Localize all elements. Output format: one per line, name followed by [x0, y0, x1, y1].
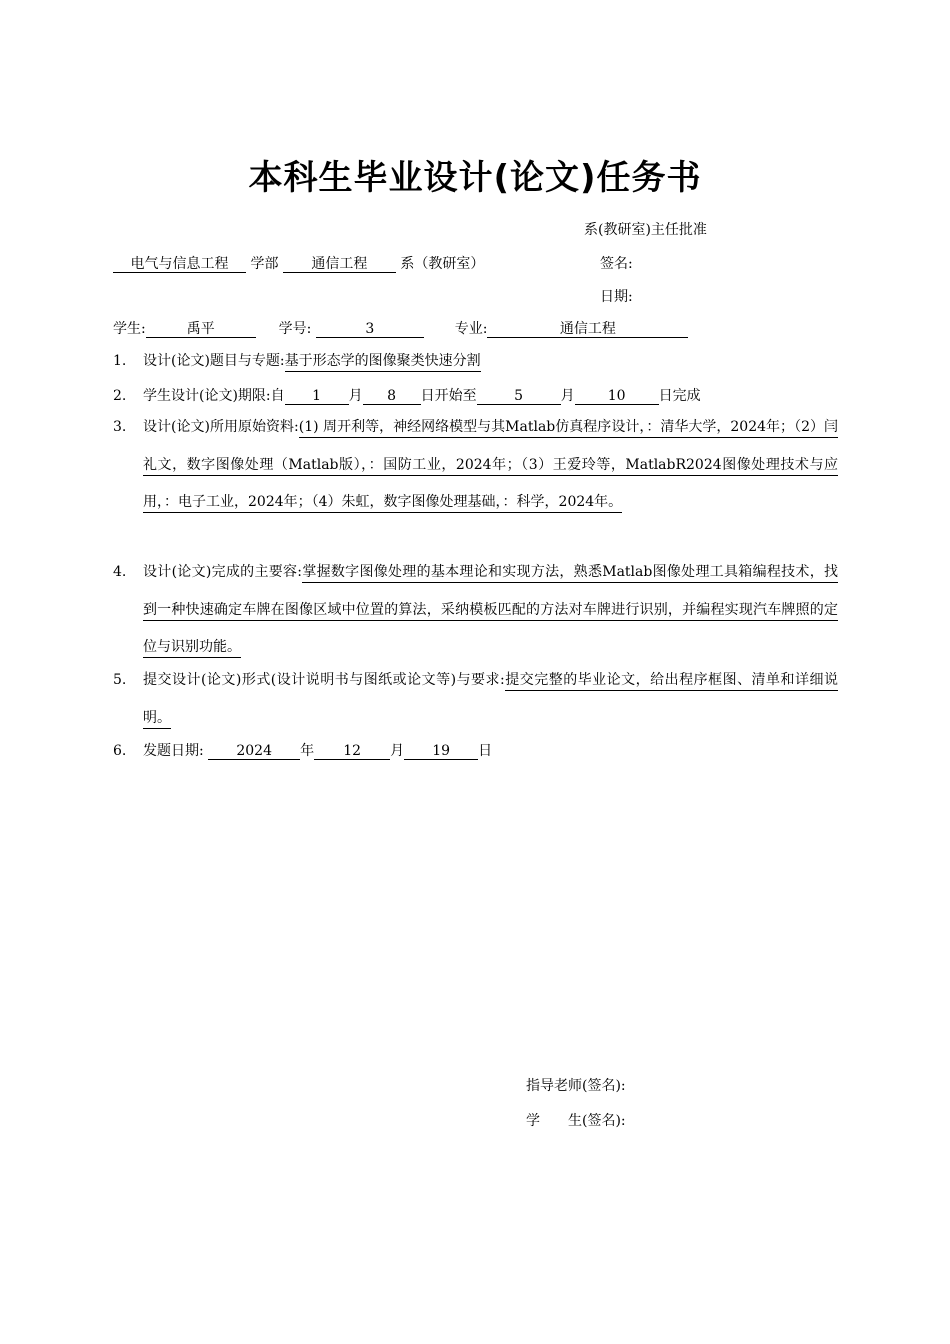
- student-name-label: 学生:: [113, 321, 146, 337]
- approval-heading: 系(教研室)主任批准: [584, 222, 707, 238]
- item-number: 2.: [113, 388, 127, 404]
- month-unit: 月: [390, 743, 405, 759]
- item-number: 1.: [113, 353, 127, 369]
- end-suffix: 日完成: [658, 388, 701, 404]
- item-number: 4.: [113, 564, 127, 580]
- issue-year-field: 2024: [208, 743, 300, 760]
- approval-signature-label: 签名:: [600, 256, 633, 272]
- month-unit: 月: [560, 388, 575, 404]
- approval-date-label: 日期:: [600, 289, 633, 305]
- start-suffix: 日开始至: [420, 388, 477, 404]
- faculty-suffix: 学部: [250, 256, 279, 272]
- item-content: [113, 554, 838, 667]
- issue-month-field: 12: [314, 743, 390, 760]
- materials-label: 设计(论文)所用原始资料:: [143, 419, 299, 435]
- student-signature-label: 学 生(签名):: [526, 1113, 626, 1129]
- department-suffix: 系（教研室）: [400, 256, 485, 272]
- item-materials: [113, 409, 838, 522]
- major-label: 专业:: [454, 321, 488, 337]
- faculty-field: 电气与信息工程: [113, 256, 246, 273]
- item-issue-date: [113, 733, 838, 771]
- topic-value: 基于形态学的图像聚类快速分割: [285, 353, 481, 372]
- advisor-signature-label: 指导老师(签名):: [526, 1078, 626, 1094]
- materials-value: (1) 周开利等，神经网络模型与其Matlab仿真程序设计，：清华大学，2024年；（2）闫礼文，数字图像处理（Matlab版），：国防工业，2024年；（3）王爱玲等，MatlabR2024图像处理技术与应用，：电子工业，2024年；（4）朱虹，数字图像处理基础，：科学，2024年。: [143, 419, 838, 513]
- submission-value: 提交完整的毕业论文，给出程序框图、清单和详细说明。: [143, 672, 838, 729]
- item-submission: [113, 662, 838, 737]
- item-number: 5.: [113, 672, 127, 688]
- year-unit: 年: [300, 743, 315, 759]
- content-value: 掌握数字图像处理的基本理论和实现方法，熟悉Matlab图像处理工具箱编程技术，找到一种快速确定车牌在图像区域中位置的算法，采纳模板匹配的方法对车牌进行识别，并编程实现汽车牌照的定位与识别功能。: [143, 564, 838, 658]
- faculty-line: [113, 253, 484, 273]
- start-day-field: 8: [363, 388, 421, 405]
- issue-date-label: 发题日期:: [143, 743, 204, 759]
- topic-label: 设计(论文)题目与专题:: [143, 353, 285, 369]
- end-day-field: 10: [575, 388, 659, 405]
- content-label: 设计(论文)完成的主要容:: [143, 564, 303, 580]
- submission-label: 提交设计(论文)形式(设计说明书与图纸或论文等)与要求:: [143, 672, 505, 688]
- student-name-field: 禹平: [146, 321, 256, 338]
- student-id-label: 学号:: [278, 321, 312, 337]
- month-unit: 月: [348, 388, 363, 404]
- period-label: 学生设计(论文)期限:自: [143, 388, 285, 404]
- end-month-field: 5: [477, 388, 561, 405]
- start-month-field: 1: [285, 388, 349, 405]
- item-number: 3.: [113, 419, 127, 435]
- item-number: 6.: [113, 743, 127, 759]
- student-id-field: 3: [316, 321, 424, 338]
- item-topic: [113, 343, 838, 381]
- student-line: [113, 318, 688, 338]
- major-field: 通信工程: [487, 321, 688, 338]
- department-field: 通信工程: [283, 256, 396, 273]
- day-unit: 日: [478, 743, 493, 759]
- document-title: 本科生毕业设计(论文)任务书: [248, 158, 702, 198]
- issue-day-field: 19: [404, 743, 478, 760]
